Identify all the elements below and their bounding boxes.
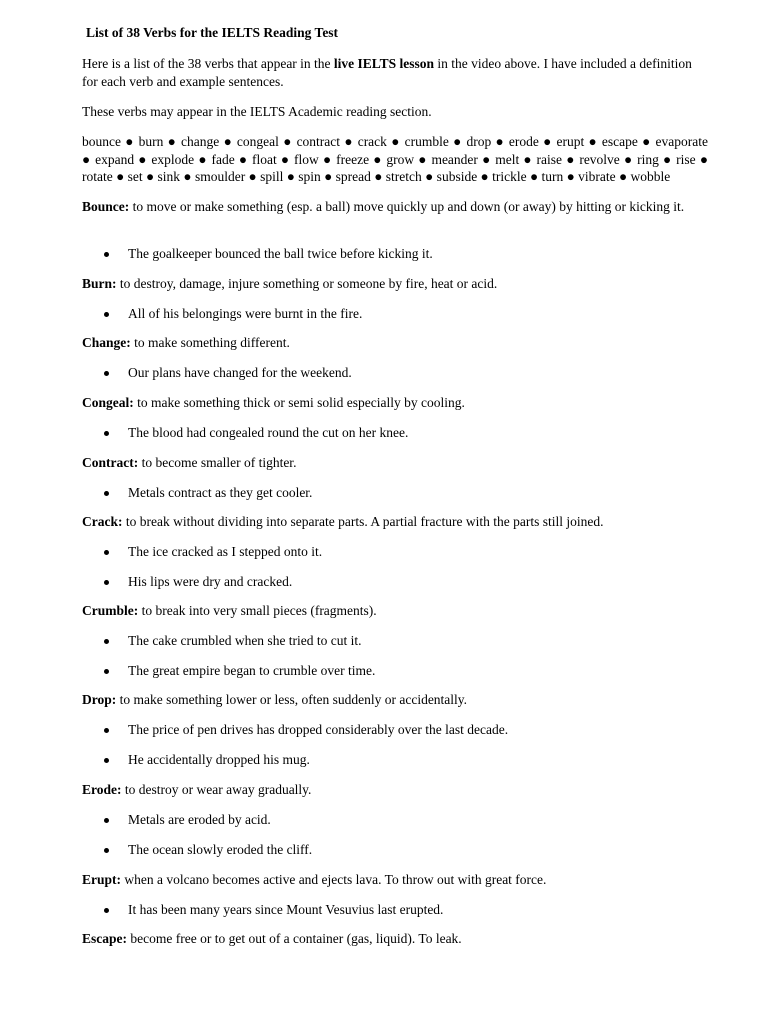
bullet-dot [104,550,109,555]
bullet-dot [104,848,109,853]
term-erode: Erode: [82,782,122,797]
definition-text-congeal: to make something thick or semi solid especially by cooling. [133,395,465,410]
bullet-dot [104,252,109,257]
definition-erode [82,781,710,799]
definition-bounce [82,198,710,216]
term-burn: Burn: [82,276,117,291]
definition-crack [82,513,710,531]
section-note: These verbs may appear in the IELTS Academic reading section. [82,104,432,119]
bullet-dot [104,312,109,317]
example-text: It has been many years since Mount Vesuvius last erupted. [128,902,444,917]
definition-text-drop: to make something lower or less, often suddenly or accidentally. [116,692,468,707]
verb-list-line-3: rotate ● set ● sink ● smoulder ● spill ● spin ● spread ● stretch ● subside ● trickle ● turn ● vibrate ● wobble [82,169,671,184]
example-text: Metals are eroded by acid. [128,812,271,827]
example-text: Metals contract as they get cooler. [128,485,313,500]
term-bounce: Bounce: [82,199,130,214]
bullet-dot [104,669,109,674]
bullet-dot [104,580,109,585]
definition-text-erupt: when a volcano becomes active and ejects lava. To throw out with great force. [121,872,547,887]
example-text: Our plans have changed for the weekend. [128,365,352,380]
bullet-dot [104,491,109,496]
bullet-dot [104,639,109,644]
example-text: All of his belongings were burnt in the fire. [128,306,363,321]
definition-text-crumble: to break into very small pieces (fragments). [138,603,377,618]
example-text: The price of pen drives has dropped considerably over the last decade. [128,722,509,737]
term-erupt: Erupt: [82,872,122,887]
bullet-dot [104,728,109,733]
term-congeal: Congeal: [82,395,134,410]
example-text: The cake crumbled when she tried to cut it. [128,633,362,648]
example-text: The goalkeeper bounced the ball twice before kicking it. [128,246,433,261]
definition-erupt [82,871,710,889]
term-escape: Escape: [82,931,127,946]
definition-contract [82,454,710,472]
definition-change [82,334,710,352]
definition-text-burn: to destroy, damage, injure something or someone by fire, heat or acid. [116,276,498,291]
intro-bold-link-text: live IELTS lesson [333,56,434,71]
definition-escape [82,930,710,948]
bullet-dot [104,908,109,913]
definition-text-bounce: to move or make something (esp. a ball) move quickly up and down (or away) by hitting or kicking it. [129,199,685,214]
definition-text-change: to make something different. [130,335,290,350]
definition-burn [82,275,710,293]
bullet-dot [104,431,109,436]
term-contract: Contract: [82,455,139,470]
bullet-dot [104,818,109,823]
bullet-dot [104,371,109,376]
verb-list [82,133,708,186]
example-text: The great empire began to crumble over time. [128,663,376,678]
definition-text-contract: to become smaller of tighter. [138,455,297,470]
intro-paragraph [82,55,710,90]
definition-crumble [82,602,710,620]
definition-text-escape: become free or to get out of a container (gas, liquid). To leak. [127,931,462,946]
example-text: The blood had congealed round the cut on her knee. [128,425,409,440]
page-title: List of 38 Verbs for the IELTS Reading Test [86,25,339,40]
intro-text-before: Here is a list of the 38 verbs that appear in the [82,56,334,71]
definition-text-crack: to break without dividing into separate parts. A partial fracture with the parts still joined. [122,514,604,529]
verb-list-line-1: bounce ● burn ● change ● congeal ● contract ● crack ● crumble ● drop ● erode ● erupt ● escape ● evaporate [82,134,708,149]
term-crack: Crack: [82,514,123,529]
definition-drop [82,691,710,709]
definition-congeal [82,394,710,412]
bullet-dot [104,758,109,763]
verb-list-line-2: ● expand ● explode ● fade ● float ● flow ● freeze ● grow ● meander ● melt ● raise ● revolve ● ring ● rise ● [82,151,708,167]
example-text: He accidentally dropped his mug. [128,752,310,767]
example-text: The ice cracked as I stepped onto it. [128,544,323,559]
example-text: The ocean slowly eroded the cliff. [128,842,313,857]
term-change: Change: [82,335,131,350]
intro-text-after: in the video above. I have included a definition for each verb and example sentences. [82,56,692,89]
term-crumble: Crumble: [82,603,139,618]
example-text: His lips were dry and cracked. [128,574,293,589]
definition-text-erode: to destroy or wear away gradually. [121,782,312,797]
term-drop: Drop: [82,692,117,707]
